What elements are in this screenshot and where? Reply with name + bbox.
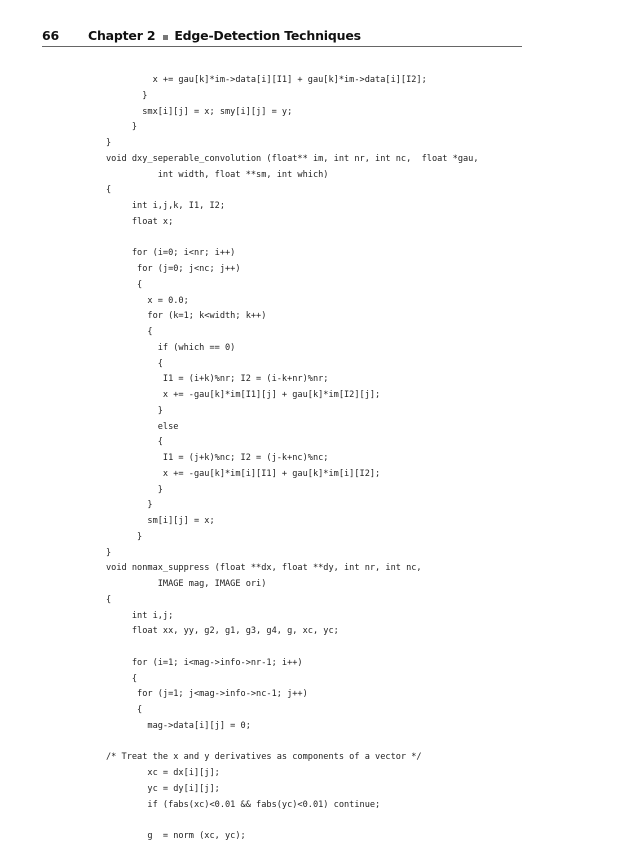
code-line: } [106,500,153,511]
code-line: else [106,421,179,432]
page-number: 66 [42,28,59,43]
code-line: sm[i][j] = x; [106,516,215,526]
code-line: } [106,547,112,558]
code-line: } [106,90,148,101]
code-line: x += gau[k]*im->data[i][I1] + gau[k]*im->data[i][I2]; [106,75,427,85]
code-line: for (k=1; k<width; k++) [106,311,267,322]
code-line: } [106,484,163,495]
code-line: IMAGE mag, IMAGE ori) [106,579,267,589]
separator-square-icon [163,35,168,40]
code-line: } [106,405,163,416]
chapter-title: Edge-Detection Techniques [174,28,361,43]
code-line: smx[i][j] = x; smy[i][j] = y; [106,106,293,117]
code-line: if (fabs(xc)<0.01 && fabs(yc)<0.01) continue; [106,799,381,810]
code-line: { [106,705,143,715]
chapter-label: Chapter 2 [88,28,156,43]
code-line: { [106,437,163,448]
code-line: { [106,673,138,684]
code-line: int width, float **sm, int which) [106,169,329,180]
code-line: yc = dy[i][j]; [106,783,220,794]
code-line: x += -gau[k]*im[I1][j] + gau[k]*im[I2][j]; [106,390,381,400]
code-line: mag->data[i][j] = 0; [106,720,251,731]
code-line: void nonmax_suppress (float **dx, float **dy, int nr, int nc, [106,563,422,574]
code-line: } [106,531,143,542]
code-line: xc = dx[i][j]; [106,768,220,778]
code-line: int i,j; [106,610,174,621]
code-line: { [106,594,112,605]
code-line: { [106,327,153,337]
code-line: I1 = (j+k)%nc; I2 = (j-k+nc)%nc; [106,453,329,463]
code-line: g = norm (xc, yc); [106,831,246,841]
code-line: int i,j,k, I1, I2; [106,201,225,211]
code-line: } [106,122,138,133]
code-line: } [106,138,112,148]
code-line: if (which == 0) [106,342,236,353]
code-line: for (j=1; j<mag->info->nc-1; j++) [106,689,308,700]
code-line: { [106,358,163,369]
code-line: for (j=0; j<nc; j++) [106,264,241,274]
code-line: float x; [106,216,174,227]
code-line: for (i=1; i<mag->info->nr-1; i++) [106,657,303,668]
code-line: x = 0.0; [106,295,189,306]
code-line: for (i=0; i<nr; i++) [106,248,236,259]
code-line: /* Treat the x and y derivatives as components of a vector */ [106,752,422,763]
code-line: { [106,185,112,196]
code-line: I1 = (i+k)%nr; I2 = (i-k+nr)%nr; [106,374,329,385]
header-rule [42,46,522,47]
code-line: void dxy_seperable_convolution (float** im, int nr, int nc, float *gau, [106,153,479,164]
code-line: float xx, yy, g2, g1, g3, g4, g, xc, yc; [106,626,339,637]
running-header [42,28,522,48]
code-line: x += -gau[k]*im[i][I1] + gau[k]*im[i][I2]; [106,468,381,479]
code-line: { [106,279,143,290]
